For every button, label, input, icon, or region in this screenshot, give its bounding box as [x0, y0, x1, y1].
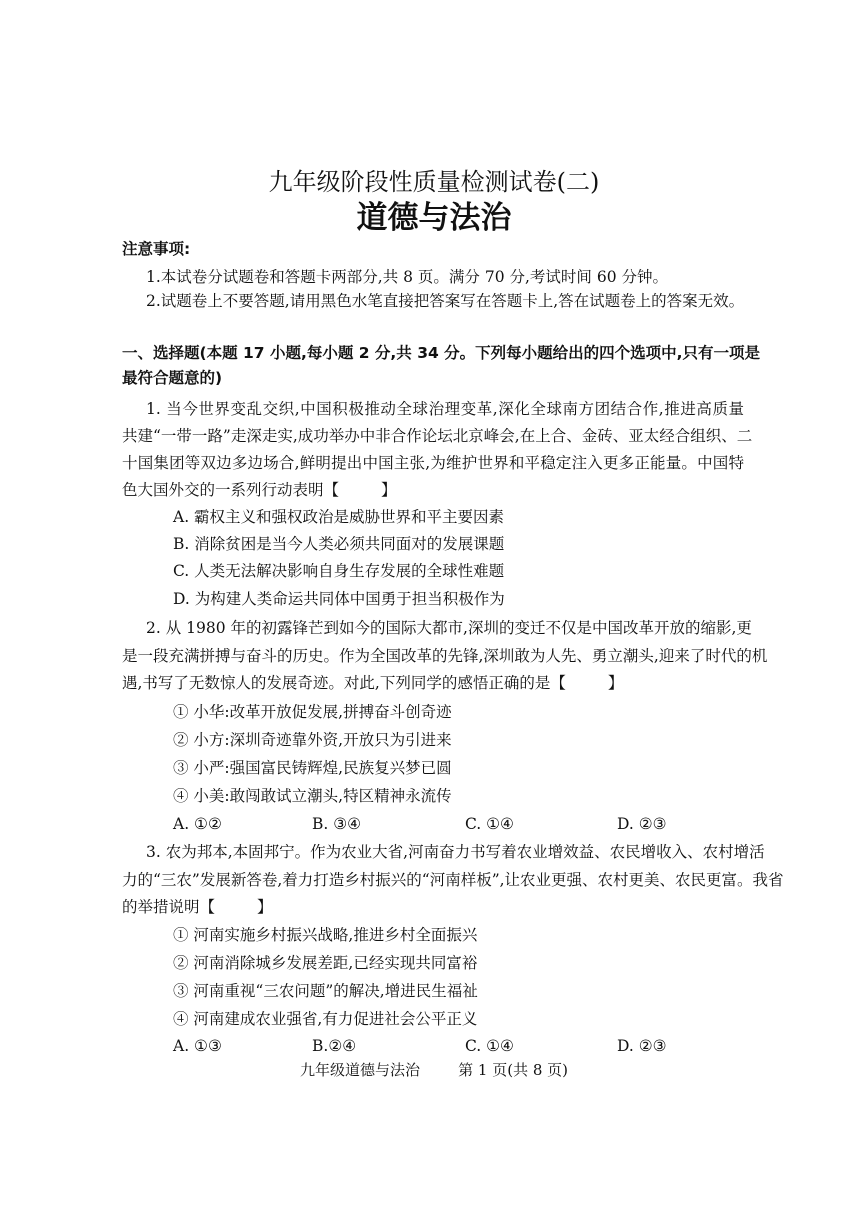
- notice-item: 2.试题卷上不要答题,请用黑色水笔直接把答案写在答题卡上,答在试题卷上的答案无效。: [146, 292, 745, 310]
- q3-stem-line: [122, 896, 273, 918]
- q1-option-b: B. 消除贫困是当今人类必须共同面对的发展课题: [173, 535, 505, 553]
- q2-choice-c: C. ①④: [465, 815, 514, 833]
- q1-stem-text: 色大国外交的一系列行动表明【: [122, 481, 340, 499]
- q2-bracket: 】: [607, 674, 624, 692]
- q3-item-1: ① 河南实施乡村振兴战略,推进乡村全面振兴: [173, 926, 478, 944]
- q2-stem-line: 2. 从 1980 年的初露锋芒到如今的国际大都市,深圳的变迁不仅是中国改革开放的缩影,更: [146, 619, 752, 637]
- q1-bracket: 】: [381, 481, 397, 499]
- q3-bracket: 】: [257, 898, 273, 916]
- q2-stem-line: 是一段充满拼搏与奋斗的历史。作为全国改革的先锋,深圳敢为人先、勇立潮头,迎来了时代的机: [122, 647, 768, 665]
- q3-stem-line: 力的“三农”发展新答卷,着力打造乡村振兴的“河南样板”,让农业更强、农村更美、农民更富。我省: [122, 871, 784, 889]
- section-heading: 一、选择题(本题 17 小题,每小题 2 分,共 34 分。下列每小题给出的四个选项中,只有一项是: [122, 344, 761, 362]
- footer-page-number: 第 1 页(共 8 页): [458, 1061, 569, 1079]
- q2-stem-text: 遇,书写了无数惊人的发展奇迹。对此,下列同学的感悟正确的是【: [122, 674, 566, 692]
- q3-stem-text: 的举措说明【: [122, 898, 216, 916]
- q3-item-4: ④ 河南建成农业强省,有力促进社会公平正义: [173, 1010, 478, 1028]
- q2-item-2: ② 小方:深圳奇迹靠外资,开放只为引进来: [173, 731, 452, 749]
- footer-subject: 九年级道德与法治: [299, 1061, 420, 1079]
- q2-item-1: ① 小华:改革开放促发展,拼搏奋斗创奇迹: [173, 703, 452, 721]
- subject-title: 道德与法治: [356, 200, 512, 236]
- q1-option-a: A. 霸权主义和强权政治是威胁世界和平主要因素: [173, 508, 505, 526]
- q1-option-d: D. 为构建人类命运共同体中国勇于担当积极作为: [173, 590, 505, 608]
- q3-item-3: ③ 河南重视“三农问题”的解决,增进民生福祉: [173, 982, 478, 1000]
- q3-choice-b: B.②④: [312, 1037, 357, 1055]
- q1-stem-line: [122, 479, 397, 501]
- q3-item-2: ② 河南消除城乡发展差距,已经实现共同富裕: [173, 954, 478, 972]
- q1-stem-line: 1. 当今世界变乱交织,中国积极推动全球治理变革,深化全球南方团结合作,推进高质量: [146, 400, 744, 418]
- q1-option-c: C. 人类无法解决影响自身生存发展的全球性难题: [173, 562, 505, 580]
- q3-choice-a: A. ①③: [173, 1037, 222, 1055]
- q2-choice-a: A. ①②: [173, 815, 222, 833]
- q3-stem-line: 3. 农为邦本,本固邦宁。作为农业大省,河南奋力书写着农业增效益、农民增收入、农村增活: [146, 843, 765, 861]
- q2-choice-d: D. ②③: [617, 815, 667, 833]
- q2-item-4: ④ 小美:敢闯敢试立潮头,特区精神永流传: [173, 787, 452, 805]
- q2-stem-line: [122, 672, 623, 694]
- q1-stem-line: 十国集团等双边多边场合,鲜明提出中国主张,为维护世界和平稳定注入更多正能量。中国特: [122, 454, 744, 472]
- notice-heading: 注意事项:: [122, 240, 191, 258]
- q3-choice-d: D. ②③: [617, 1037, 667, 1055]
- q1-stem-line: 共建“一带一路”走深走实,成功举办中非合作论坛北京峰会,在上合、金砖、亚太经合组织、二: [122, 427, 753, 445]
- exam-title: 九年级阶段性质量检测试卷(二): [268, 168, 600, 196]
- notice-item: 1.本试卷分试题卷和答题卡两部分,共 8 页。满分 70 分,考试时间 60 分钟。: [146, 268, 669, 286]
- page-footer: [0, 1059, 868, 1081]
- q3-choice-c: C. ①④: [465, 1037, 514, 1055]
- q2-choice-b: B. ③④: [312, 815, 362, 833]
- section-heading-cont: 最符合题意的): [122, 369, 223, 387]
- q2-item-3: ③ 小严:强国富民铸辉煌,民族复兴梦已圆: [173, 759, 452, 777]
